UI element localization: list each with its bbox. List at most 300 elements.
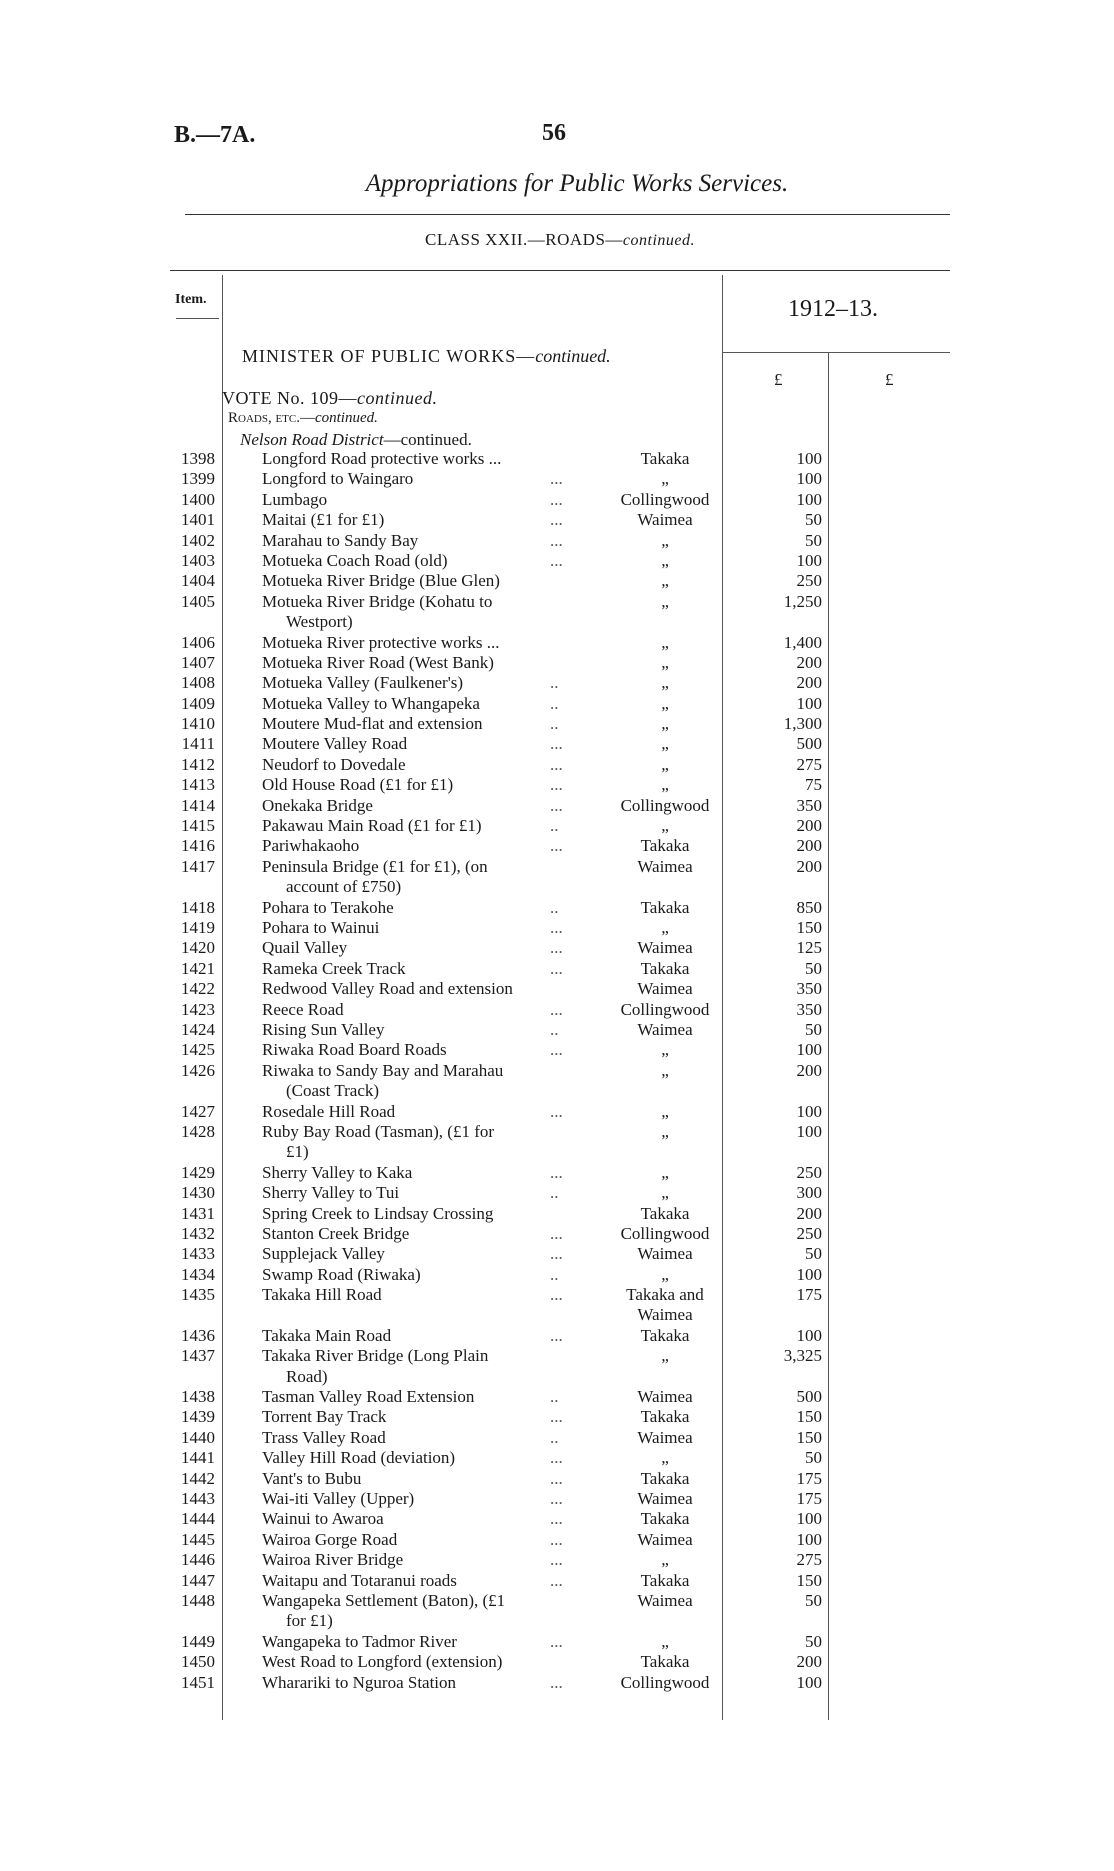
table-row — [0, 796, 1114, 816]
amount-cell: 200 — [796, 1060, 822, 1080]
item-number: 1412 — [181, 754, 215, 774]
item-number: 1410 — [181, 714, 215, 734]
table-row — [0, 490, 1114, 510]
item-number: 1441 — [181, 1448, 215, 1468]
leader-dots: .. — [550, 1264, 559, 1284]
table-row — [0, 1020, 1114, 1040]
amount-cell: 3,325 — [783, 1346, 822, 1366]
item-description — [262, 1530, 578, 1550]
description-line: Moutere Mud-flat and extension — [262, 714, 483, 734]
item-description — [262, 1285, 578, 1305]
leader-dots: ... — [550, 1162, 563, 1182]
district-name: Waimea — [637, 1529, 693, 1549]
item-number: 1408 — [181, 673, 215, 693]
item-description — [262, 1509, 578, 1529]
leader-dots: ... — [550, 1223, 563, 1243]
item-number: 1404 — [181, 571, 215, 591]
item-description — [262, 1387, 578, 1407]
description-line: Motueka River Road (West Bank) — [262, 652, 494, 672]
leader-dots: .. — [550, 1019, 559, 1039]
table-row — [0, 1000, 1114, 1020]
description-line: Wairoa Gorge Road — [262, 1529, 398, 1549]
item-number: 1451 — [181, 1672, 215, 1692]
item-number: 1443 — [181, 1489, 215, 1509]
table-top-rule — [170, 270, 950, 271]
description-line: Pakawau Main Road (£1 for £1) — [262, 816, 482, 836]
district-name: Waimea — [637, 1489, 693, 1509]
table-row — [0, 1224, 1114, 1244]
description-line: West Road to Longford (extension) — [262, 1652, 503, 1672]
item-number: 1411 — [181, 734, 215, 754]
table-row — [0, 1183, 1114, 1203]
amount-cell: 100 — [796, 1121, 822, 1141]
district-name: Waimea — [637, 856, 693, 876]
description-line: Wairoa River Bridge — [262, 1550, 404, 1570]
item-number: 1416 — [181, 836, 215, 856]
amount-cell: 100 — [796, 449, 822, 468]
item-number: 1426 — [181, 1060, 215, 1080]
description-line: Vant's to Bubu — [262, 1468, 362, 1488]
table-row — [0, 449, 1114, 469]
district-name: „ — [661, 1121, 669, 1141]
amount-cell: 175 — [796, 1285, 822, 1305]
description-line: Marahau to Sandy Bay — [262, 530, 419, 550]
vote-text: VOTE No. 109— — [222, 388, 357, 408]
description-line: Supplejack Valley — [262, 1244, 385, 1264]
amount-cell: 200 — [796, 856, 822, 876]
district-name: Waimea — [637, 1387, 693, 1407]
table-row — [0, 979, 1114, 999]
amount-cell: 100 — [796, 1509, 822, 1529]
amount-cell: 100 — [796, 1672, 822, 1692]
item-head-underline — [176, 318, 219, 319]
item-number: 1420 — [181, 938, 215, 958]
roads-cont: continued. — [314, 410, 378, 426]
district-name: Collingwood — [620, 1672, 710, 1692]
item-number: 1403 — [181, 550, 215, 570]
vote-cont: continued. — [357, 388, 438, 408]
description-line: (Coast Track) — [286, 1081, 380, 1101]
district-name: „ — [661, 469, 669, 489]
district-name: „ — [661, 1264, 669, 1284]
item-number: 1405 — [181, 591, 215, 611]
table-row — [0, 1040, 1114, 1060]
item-description — [262, 836, 578, 856]
table-row — [0, 1469, 1114, 1489]
item-description — [262, 796, 578, 816]
description-line: Motueka Coach Road (old) — [262, 550, 448, 570]
item-description — [262, 1550, 578, 1570]
description-line: Sherry Valley to Tui — [262, 1183, 400, 1203]
item-number: 1440 — [181, 1427, 215, 1447]
item-description — [262, 816, 578, 836]
description-line: Takaka River Bridge (Long Plain — [262, 1346, 489, 1366]
amount-cell: 200 — [796, 1652, 822, 1672]
item-number: 1424 — [181, 1019, 215, 1039]
table-row — [0, 1673, 1114, 1693]
document-code: B.—7A. — [174, 122, 256, 148]
amount-cell: 275 — [796, 1550, 822, 1570]
table-row — [0, 1244, 1114, 1264]
district-name: „ — [661, 550, 669, 570]
amount-cell: 100 — [796, 1101, 822, 1121]
district-name: „ — [661, 1040, 669, 1060]
amount-cell: 100 — [796, 550, 822, 570]
leader-dots: ... — [550, 510, 563, 530]
vote-heading — [222, 388, 437, 409]
district-name: „ — [661, 1183, 669, 1203]
leader-dots: ... — [550, 1570, 563, 1590]
amount-cell: 50 — [805, 958, 822, 978]
table-row — [0, 938, 1114, 958]
description-line: Pariwhakaoho — [262, 836, 360, 856]
amount-cell: 300 — [796, 1183, 822, 1203]
item-number: 1450 — [181, 1652, 215, 1672]
leader-dots: .. — [550, 714, 559, 734]
amount-cell: 50 — [805, 510, 822, 530]
table-row — [0, 633, 1114, 653]
table-row — [0, 714, 1114, 734]
district-name: „ — [661, 591, 669, 611]
item-description — [262, 1061, 578, 1102]
item-description — [262, 592, 578, 633]
item-number: 1413 — [181, 775, 215, 795]
district-name: Takaka — [640, 1468, 690, 1488]
item-number: 1442 — [181, 1468, 215, 1488]
description-line: Pohara to Terakohe — [262, 897, 394, 917]
district-name: „ — [661, 1346, 669, 1366]
item-number: 1438 — [181, 1387, 215, 1407]
description-line: Motueka River Bridge (Kohatu to — [262, 591, 493, 611]
description-line: Longford to Waingaro — [262, 469, 414, 489]
district-name: Takaka — [640, 897, 690, 917]
table-row — [0, 816, 1114, 836]
table-row — [0, 1591, 1114, 1632]
amount-cell: 200 — [796, 1203, 822, 1223]
description-line: Lumbago — [262, 489, 328, 509]
amount-cell: 1,400 — [783, 632, 822, 652]
table-row — [0, 898, 1114, 918]
district-name: Collingwood — [620, 489, 710, 509]
table-row — [0, 1530, 1114, 1550]
table-row — [0, 592, 1114, 633]
item-description — [262, 1652, 578, 1672]
leader-dots: ... — [550, 1285, 563, 1305]
amount-cell: 175 — [796, 1489, 822, 1509]
table-row — [0, 1285, 1114, 1326]
item-number: 1423 — [181, 999, 215, 1019]
leader-dots: ... — [550, 1550, 563, 1570]
amount-cell: 1,300 — [783, 714, 822, 734]
leader-dots: .. — [550, 1387, 559, 1407]
table-row — [0, 1652, 1114, 1672]
district-name: Takaka — [640, 836, 690, 856]
amount-cell: 150 — [796, 1427, 822, 1447]
item-description — [262, 918, 578, 938]
table-row — [0, 1163, 1114, 1183]
table-row — [0, 857, 1114, 898]
amount-cell: 50 — [805, 1590, 822, 1610]
description-line: Quail Valley — [262, 938, 348, 958]
minister-cont: continued. — [535, 346, 611, 366]
leader-dots: ... — [550, 1468, 563, 1488]
item-description — [262, 1571, 578, 1591]
district-name: Waimea — [637, 979, 693, 999]
district-name: „ — [661, 652, 669, 672]
district-name: Takaka — [640, 1407, 690, 1427]
district-name: Waimea — [637, 510, 693, 530]
description-line: Motueka River Bridge (Blue Glen) — [262, 571, 500, 591]
amount-cell: 200 — [796, 816, 822, 836]
table-row — [0, 1102, 1114, 1122]
description-line: Rameka Creek Track — [262, 958, 406, 978]
appropriations-table-body — [0, 449, 1114, 1693]
description-line: Motueka River protective works ... — [262, 632, 500, 652]
item-description — [262, 490, 578, 510]
item-description — [262, 1020, 578, 1040]
table-row — [0, 1489, 1114, 1509]
item-description — [262, 1204, 578, 1224]
description-line: Ruby Bay Road (Tasman), (£1 for — [262, 1121, 495, 1141]
table-row — [0, 1448, 1114, 1468]
description-line: Rosedale Hill Road — [262, 1101, 396, 1121]
description-line: Westport) — [286, 612, 353, 632]
amount-cell: 1,250 — [783, 591, 822, 611]
item-number: 1402 — [181, 530, 215, 550]
roads-heading — [228, 410, 378, 427]
leader-dots: ... — [550, 1101, 563, 1121]
item-description — [262, 1448, 578, 1468]
district-name: Collingwood — [620, 1223, 710, 1243]
district-name: „ — [661, 1162, 669, 1182]
district-name: „ — [661, 1101, 669, 1121]
table-row — [0, 469, 1114, 489]
item-description — [262, 857, 578, 898]
item-number: 1417 — [181, 856, 215, 876]
district-text: Nelson Road District — [240, 430, 384, 449]
item-description — [262, 1469, 578, 1489]
item-number: 1444 — [181, 1509, 215, 1529]
district-name: „ — [661, 754, 669, 774]
district-name: Waimea — [637, 1019, 693, 1039]
district-name: Takaka — [640, 1325, 690, 1345]
item-description — [262, 694, 578, 714]
item-description — [262, 551, 578, 571]
item-description — [262, 979, 578, 999]
item-number: 1419 — [181, 918, 215, 938]
item-number: 1439 — [181, 1407, 215, 1427]
table-row — [0, 918, 1114, 938]
amount-cell: 350 — [796, 999, 822, 1019]
district-name: „ — [661, 1448, 669, 1468]
item-description — [262, 775, 578, 795]
description-line: Spring Creek to Lindsay Crossing — [262, 1203, 494, 1223]
district-name: Takaka — [640, 958, 690, 978]
description-line: Swamp Road (Riwaka) — [262, 1264, 421, 1284]
amount-cell: 250 — [796, 1162, 822, 1182]
table-row — [0, 1407, 1114, 1427]
item-number: 1418 — [181, 897, 215, 917]
description-line: Wainui to Awaroa — [262, 1509, 384, 1529]
amount-cell: 125 — [796, 938, 822, 958]
district-name: Takaka — [640, 1652, 690, 1672]
leader-dots: ... — [550, 999, 563, 1019]
item-number: 1433 — [181, 1244, 215, 1264]
district-name: „ — [661, 775, 669, 795]
description-line: Peninsula Bridge (£1 for £1), (on — [262, 856, 488, 876]
description-line: Trass Valley Road — [262, 1427, 386, 1447]
item-number: 1414 — [181, 795, 215, 815]
item-number: 1422 — [181, 979, 215, 999]
item-description — [262, 1163, 578, 1183]
page-number: 56 — [542, 120, 566, 146]
table-row — [0, 1428, 1114, 1448]
item-number: 1446 — [181, 1550, 215, 1570]
item-number: 1432 — [181, 1223, 215, 1243]
amount-cell: 100 — [796, 1529, 822, 1549]
item-number: 1399 — [181, 469, 215, 489]
table-row — [0, 510, 1114, 530]
table-row — [0, 1204, 1114, 1224]
class-heading-text: CLASS XXII.—ROADS— — [424, 230, 623, 249]
amount-cell: 100 — [796, 1264, 822, 1284]
item-number: 1436 — [181, 1325, 215, 1345]
table-row — [0, 959, 1114, 979]
district-name: „ — [661, 693, 669, 713]
item-number: 1435 — [181, 1285, 215, 1305]
amount-cell: 100 — [796, 1040, 822, 1060]
item-description — [262, 734, 578, 754]
district-name: Waimea — [637, 1427, 693, 1447]
minister-text: MINISTER OF PUBLIC WORKS— — [242, 346, 536, 366]
item-number: 1401 — [181, 510, 215, 530]
description-line: account of £750) — [286, 877, 402, 897]
item-description — [262, 898, 578, 918]
description-line: Tasman Valley Road Extension — [262, 1387, 475, 1407]
year-header: 1912–13. — [788, 296, 878, 322]
amount-cell: 200 — [796, 836, 822, 856]
item-number: 1398 — [181, 449, 215, 468]
district-name: „ — [661, 816, 669, 836]
leader-dots: ... — [550, 775, 563, 795]
item-description — [262, 653, 578, 673]
amount-cell: 150 — [796, 1407, 822, 1427]
amount-cell: 50 — [805, 1019, 822, 1039]
district-name: Waimea — [637, 1590, 693, 1610]
table-row — [0, 673, 1114, 693]
item-number: 1415 — [181, 816, 215, 836]
item-description — [262, 714, 578, 734]
leader-dots: .. — [550, 897, 559, 917]
item-description — [262, 571, 578, 591]
district-name: Takaka — [640, 1203, 690, 1223]
item-description — [262, 1265, 578, 1285]
amount-cell: 175 — [796, 1468, 822, 1488]
leader-dots: .. — [550, 673, 559, 693]
description-line: Redwood Valley Road and extension — [262, 979, 513, 999]
district-heading — [240, 430, 472, 450]
table-row — [0, 694, 1114, 714]
leader-dots: ... — [550, 754, 563, 774]
district-name: „ — [661, 571, 669, 591]
description-line: Motueka Valley to Whangapeka — [262, 693, 480, 713]
description-line: Moutere Valley Road — [262, 734, 408, 754]
amount-cell: 250 — [796, 1223, 822, 1243]
item-description — [262, 449, 578, 469]
amount-cell: 350 — [796, 795, 822, 815]
description-line: Wai-iti Valley (Upper) — [262, 1489, 415, 1509]
table-row — [0, 1632, 1114, 1652]
item-description — [262, 1632, 578, 1652]
amount-cell: 100 — [796, 693, 822, 713]
item-number: 1407 — [181, 652, 215, 672]
amount-cell: 200 — [796, 652, 822, 672]
description-line: Riwaka Road Board Roads — [262, 1040, 447, 1060]
description-line: £1) — [286, 1142, 309, 1162]
description-line: Reece Road — [262, 999, 344, 1019]
table-row — [0, 1550, 1114, 1570]
district-name: Takaka — [640, 449, 690, 468]
leader-dots: ... — [550, 1631, 563, 1651]
amount-cell: 50 — [805, 1244, 822, 1264]
table-row — [0, 734, 1114, 754]
item-number: 1449 — [181, 1631, 215, 1651]
amount-cell: 50 — [805, 1631, 822, 1651]
leader-dots: ... — [550, 836, 563, 856]
leader-dots: ... — [550, 1040, 563, 1060]
leader-dots: ... — [550, 1509, 563, 1529]
item-description — [262, 1000, 578, 1020]
district-name: Waimea — [637, 938, 693, 958]
table-row — [0, 571, 1114, 591]
description-line: Waitapu and Totaranui roads — [262, 1570, 457, 1590]
item-description — [262, 1428, 578, 1448]
table-row — [0, 755, 1114, 775]
description-line: Longford Road protective works ... — [262, 449, 502, 468]
item-description — [262, 755, 578, 775]
amount-cell: 500 — [796, 1387, 822, 1407]
item-description — [262, 1102, 578, 1122]
district-name: Collingwood — [620, 795, 710, 815]
currency-header-1: £ — [774, 370, 783, 389]
leader-dots: .. — [550, 693, 559, 713]
district-name: „ — [661, 734, 669, 754]
description-line: Wharariki to Nguroa Station — [262, 1672, 457, 1692]
item-number: 1445 — [181, 1529, 215, 1549]
item-description — [262, 1591, 578, 1632]
leader-dots: ... — [550, 550, 563, 570]
district-name: „ — [661, 714, 669, 734]
district-name: „ — [661, 632, 669, 652]
amount-cell: 100 — [796, 489, 822, 509]
amount-cell: 150 — [796, 1570, 822, 1590]
description-line: Pohara to Wainui — [262, 918, 380, 938]
district-name: Takaka — [640, 1509, 690, 1529]
leader-dots: ... — [550, 958, 563, 978]
item-number: 1430 — [181, 1183, 215, 1203]
district-cont: —continued. — [383, 430, 472, 449]
leader-dots: ... — [550, 1325, 563, 1345]
table-row — [0, 1571, 1114, 1591]
leader-dots: ... — [550, 1529, 563, 1549]
minister-heading — [242, 346, 611, 367]
item-description — [262, 1040, 578, 1060]
item-description — [262, 633, 578, 653]
leader-dots: ... — [550, 1244, 563, 1264]
item-description — [262, 1673, 578, 1693]
leader-dots: ... — [550, 938, 563, 958]
item-number: 1425 — [181, 1040, 215, 1060]
